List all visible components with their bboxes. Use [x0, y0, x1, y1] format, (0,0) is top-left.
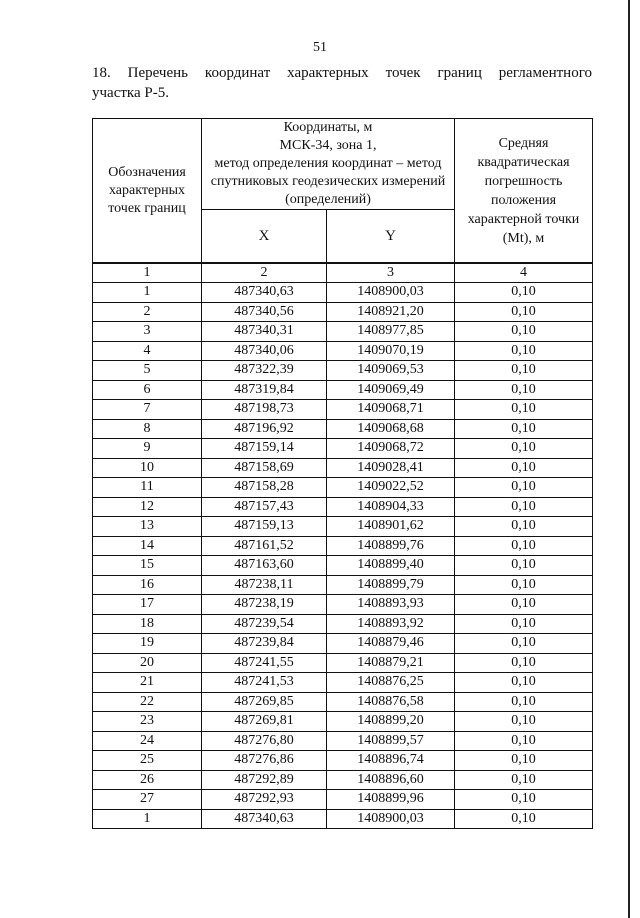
cell-mt: 0,10 — [455, 419, 593, 439]
cell-mt: 0,10 — [455, 322, 593, 342]
table-row — [93, 556, 593, 576]
cell-x: 487238,19 — [202, 595, 327, 615]
cell-y: 1408876,58 — [327, 692, 455, 712]
page-edge-line — [628, 0, 630, 918]
cell-point: 25 — [93, 751, 202, 771]
cell-point: 26 — [93, 770, 202, 790]
cell-y: 1408876,25 — [327, 673, 455, 693]
cell-y: 1408899,40 — [327, 556, 455, 576]
header-x: X — [202, 210, 327, 264]
cell-point: 22 — [93, 692, 202, 712]
cell-y: 1408899,57 — [327, 731, 455, 751]
cell-y: 1408901,62 — [327, 517, 455, 537]
table-row — [93, 419, 593, 439]
cell-y: 1408899,96 — [327, 790, 455, 810]
cell-point: 21 — [93, 673, 202, 693]
cell-mt: 0,10 — [455, 575, 593, 595]
cell-mt: 0,10 — [455, 653, 593, 673]
cell-y: 1408921,20 — [327, 302, 455, 322]
cell-point: 4 — [93, 341, 202, 361]
cell-point: 27 — [93, 790, 202, 810]
cell-y: 1408904,33 — [327, 497, 455, 517]
cell-y: 1408977,85 — [327, 322, 455, 342]
header-coordinates-group — [202, 119, 455, 210]
cell-mt: 0,10 — [455, 634, 593, 654]
table-row — [93, 458, 593, 478]
cell-point: 12 — [93, 497, 202, 517]
cell-mt: 0,10 — [455, 751, 593, 771]
table-row — [93, 283, 593, 303]
cell-point: 5 — [93, 361, 202, 381]
cell-y: 1408893,93 — [327, 595, 455, 615]
coordinates-table — [92, 118, 593, 829]
cell-y: 1409068,71 — [327, 400, 455, 420]
table-row — [93, 497, 593, 517]
cell-mt: 0,10 — [455, 380, 593, 400]
cell-x: 487322,39 — [202, 361, 327, 381]
cell-y: 1409068,72 — [327, 439, 455, 459]
cell-x: 487163,60 — [202, 556, 327, 576]
cell-mt: 0,10 — [455, 731, 593, 751]
cell-y: 1408896,60 — [327, 770, 455, 790]
cell-y: 1409070,19 — [327, 341, 455, 361]
cell-mt: 0,10 — [455, 478, 593, 498]
cell-x: 487319,84 — [202, 380, 327, 400]
cell-x: 487239,54 — [202, 614, 327, 634]
cell-x: 487340,56 — [202, 302, 327, 322]
cell-point: 2 — [93, 302, 202, 322]
section-heading-continuation: участка Р-5. — [92, 85, 169, 101]
cell-mt: 0,10 — [455, 712, 593, 732]
cell-y: 1408899,76 — [327, 536, 455, 556]
page-number: 51 — [313, 40, 327, 55]
cell-x: 487239,84 — [202, 634, 327, 654]
cell-point: 24 — [93, 731, 202, 751]
cell-x: 487340,06 — [202, 341, 327, 361]
cell-mt: 0,10 — [455, 439, 593, 459]
table-row — [93, 770, 593, 790]
cell-x: 487159,13 — [202, 517, 327, 537]
cell-point: 6 — [93, 380, 202, 400]
header-coordinates-method: метод определения координат – метод спутниковых геодезических измерений (определений) — [210, 156, 446, 207]
cell-x: 487292,89 — [202, 770, 327, 790]
cell-y: 1409069,49 — [327, 380, 455, 400]
cell-x: 487238,11 — [202, 575, 327, 595]
cell-x: 487157,43 — [202, 497, 327, 517]
cell-point: 16 — [93, 575, 202, 595]
header-point-designation: Обозначения характерных точек границ — [93, 119, 202, 264]
section-heading: 18. Перечень координат характерных точек границ регламентного — [92, 65, 592, 81]
cell-point: 8 — [93, 419, 202, 439]
table-row — [93, 478, 593, 498]
cell-y: 1408899,20 — [327, 712, 455, 732]
cell-x: 487158,69 — [202, 458, 327, 478]
cell-mt: 0,10 — [455, 595, 593, 615]
cell-x: 487340,31 — [202, 322, 327, 342]
header-coordinates-system: МСК-34, зона 1, — [279, 138, 377, 153]
cell-x: 487196,92 — [202, 419, 327, 439]
table-row — [93, 380, 593, 400]
table-row — [93, 731, 593, 751]
cell-point: 23 — [93, 712, 202, 732]
cell-mt: 0,10 — [455, 497, 593, 517]
cell-mt: 0,10 — [455, 458, 593, 478]
table-row — [93, 322, 593, 342]
cell-point: 13 — [93, 517, 202, 537]
cell-point: 20 — [93, 653, 202, 673]
cell-y: 1408899,79 — [327, 575, 455, 595]
cell-y: 1408900,03 — [327, 283, 455, 303]
table-row — [93, 400, 593, 420]
table-row — [93, 790, 593, 810]
table-row — [93, 302, 593, 322]
cell-point: 18 — [93, 614, 202, 634]
cell-point: 11 — [93, 478, 202, 498]
table-row — [93, 634, 593, 654]
cell-mt: 0,10 — [455, 556, 593, 576]
column-number: 2 — [202, 263, 327, 283]
table-row — [93, 439, 593, 459]
cell-point: 10 — [93, 458, 202, 478]
cell-y: 1408893,92 — [327, 614, 455, 634]
cell-y: 1409069,53 — [327, 361, 455, 381]
cell-x: 487158,28 — [202, 478, 327, 498]
cell-y: 1409022,52 — [327, 478, 455, 498]
cell-mt: 0,10 — [455, 283, 593, 303]
cell-point: 7 — [93, 400, 202, 420]
table-row — [93, 712, 593, 732]
cell-x: 487241,53 — [202, 673, 327, 693]
column-number-row — [93, 263, 593, 283]
table-row — [93, 536, 593, 556]
cell-x: 487241,55 — [202, 653, 327, 673]
cell-mt: 0,10 — [455, 770, 593, 790]
cell-mt: 0,10 — [455, 673, 593, 693]
cell-point: 1 — [93, 809, 202, 829]
cell-point: 14 — [93, 536, 202, 556]
cell-mt: 0,10 — [455, 790, 593, 810]
cell-point: 1 — [93, 283, 202, 303]
cell-x: 487269,81 — [202, 712, 327, 732]
header-y: Y — [327, 210, 455, 264]
header-accuracy: Средняя квадратическая погрешность положения характерной точки (Mt), м — [455, 119, 593, 264]
cell-mt: 0,10 — [455, 692, 593, 712]
cell-y: 1409068,68 — [327, 419, 455, 439]
cell-x: 487269,85 — [202, 692, 327, 712]
table-row — [93, 595, 593, 615]
cell-x: 487198,73 — [202, 400, 327, 420]
cell-y: 1408879,46 — [327, 634, 455, 654]
table-row — [93, 575, 593, 595]
table-row — [93, 751, 593, 771]
table-row — [93, 361, 593, 381]
table-row — [93, 692, 593, 712]
cell-mt: 0,10 — [455, 302, 593, 322]
column-number: 3 — [327, 263, 455, 283]
cell-x: 487159,14 — [202, 439, 327, 459]
cell-x: 487276,86 — [202, 751, 327, 771]
cell-mt: 0,10 — [455, 614, 593, 634]
table-row — [93, 809, 593, 829]
cell-x: 487340,63 — [202, 809, 327, 829]
cell-y: 1408879,21 — [327, 653, 455, 673]
cell-point: 19 — [93, 634, 202, 654]
cell-mt: 0,10 — [455, 536, 593, 556]
header-coordinates-title: Координаты, м — [283, 120, 373, 135]
cell-mt: 0,10 — [455, 361, 593, 381]
cell-y: 1409028,41 — [327, 458, 455, 478]
cell-mt: 0,10 — [455, 341, 593, 361]
cell-x: 487276,80 — [202, 731, 327, 751]
cell-point: 15 — [93, 556, 202, 576]
cell-y: 1408896,74 — [327, 751, 455, 771]
column-number: 4 — [455, 263, 593, 283]
table-row — [93, 517, 593, 537]
cell-mt: 0,10 — [455, 809, 593, 829]
table-row — [93, 614, 593, 634]
cell-x: 487340,63 — [202, 283, 327, 303]
table-row — [93, 673, 593, 693]
cell-point: 17 — [93, 595, 202, 615]
column-number: 1 — [93, 263, 202, 283]
cell-x: 487292,93 — [202, 790, 327, 810]
cell-mt: 0,10 — [455, 400, 593, 420]
cell-x: 487161,52 — [202, 536, 327, 556]
table-row — [93, 653, 593, 673]
cell-y: 1408900,03 — [327, 809, 455, 829]
cell-point: 3 — [93, 322, 202, 342]
cell-point: 9 — [93, 439, 202, 459]
table-row — [93, 341, 593, 361]
cell-mt: 0,10 — [455, 517, 593, 537]
